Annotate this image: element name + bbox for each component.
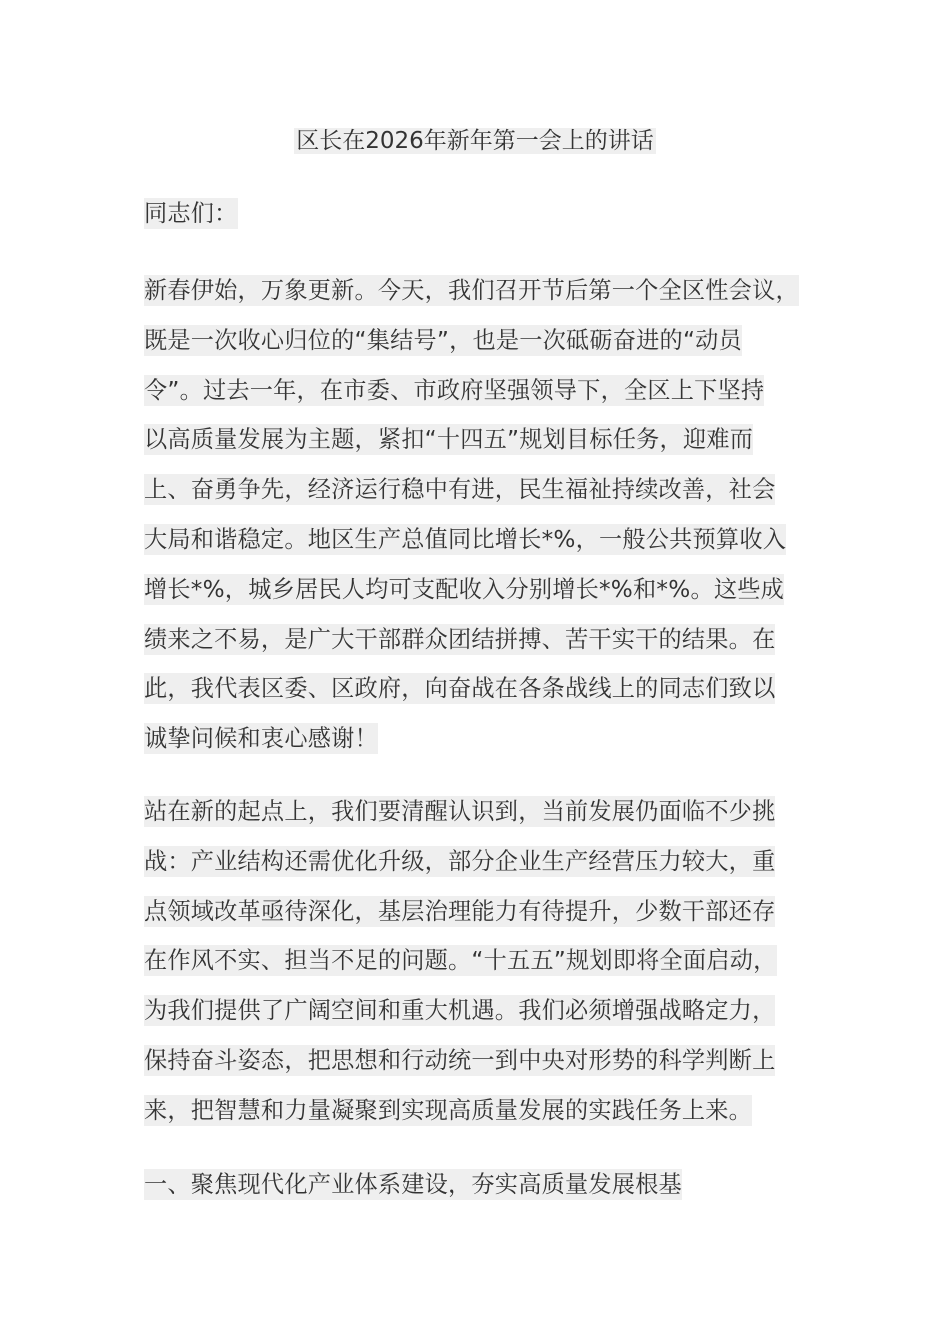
paragraph-line: 令”。过去一年，在市委、市政府坚强领导下，全区上下坚持 [144,376,765,404]
document-title [0,124,950,158]
salutation-text: 同志们： [144,200,238,227]
paragraph-line: 在作风不实、担当不足的问题。“十五五”规划即将全面启动， [144,947,777,975]
paragraph-1 [144,275,824,773]
section-heading-1 [144,1169,824,1219]
paragraph-line: 来，把智慧和力量凝聚到实现高质量发展的实践任务上来。 [144,1096,753,1124]
paragraph-line: 点领域改革亟待深化，基层治理能力有待提升，少数干部还存 [144,897,776,925]
paragraph-line: 为我们提供了广阔空间和重大机遇。我们必须增强战略定力， [144,997,776,1025]
salutation [144,198,824,248]
paragraph-line: 绩来之不易，是广大干部群众团结拼搏、苦干实干的结果。在 [144,625,776,653]
paragraph-line: 大局和谐稳定。地区生产总值同比增长*%，一般公共预算收入 [144,525,787,553]
paragraph-line: 诚挚问候和衷心感谢！ [144,725,378,753]
paragraph-line: 增长*%，城乡居民人均可支配收入分别增长*%和*%。这些成 [144,575,784,603]
section-heading-text: 一、聚焦现代化产业体系建设，夯实高质量发展根基 [144,1171,682,1198]
paragraph-line: 既是一次收心归位的“集结号”，也是一次砥砺奋进的“动员 [144,326,742,354]
paragraph-2 [144,796,824,1145]
paragraph-line: 此，我代表区委、区政府，向奋战在各条战线上的同志们致以 [144,675,776,703]
paragraph-line: 以高质量发展为主题，紧扣“十四五”规划目标任务，迎难而 [144,426,754,454]
paragraph-line: 站在新的起点上，我们要清醒认识到，当前发展仍面临不少挑 [144,798,776,825]
paragraph-line: 保持奋斗姿态，把思想和行动统一到中央对形势的科学判断上 [144,1046,776,1074]
document-title-text: 区长在2026年新年第一会上的讲话 [296,128,654,154]
paragraph-line: 战：产业结构还需优化升级，部分企业生产经营压力较大，重 [144,847,776,875]
paragraph-line: 上、奋勇争先，经济运行稳中有进，民生福祉持续改善，社会 [144,476,776,504]
paragraph-line: 新春伊始，万象更新。今天，我们召开节后第一个全区性会议， [144,277,799,304]
